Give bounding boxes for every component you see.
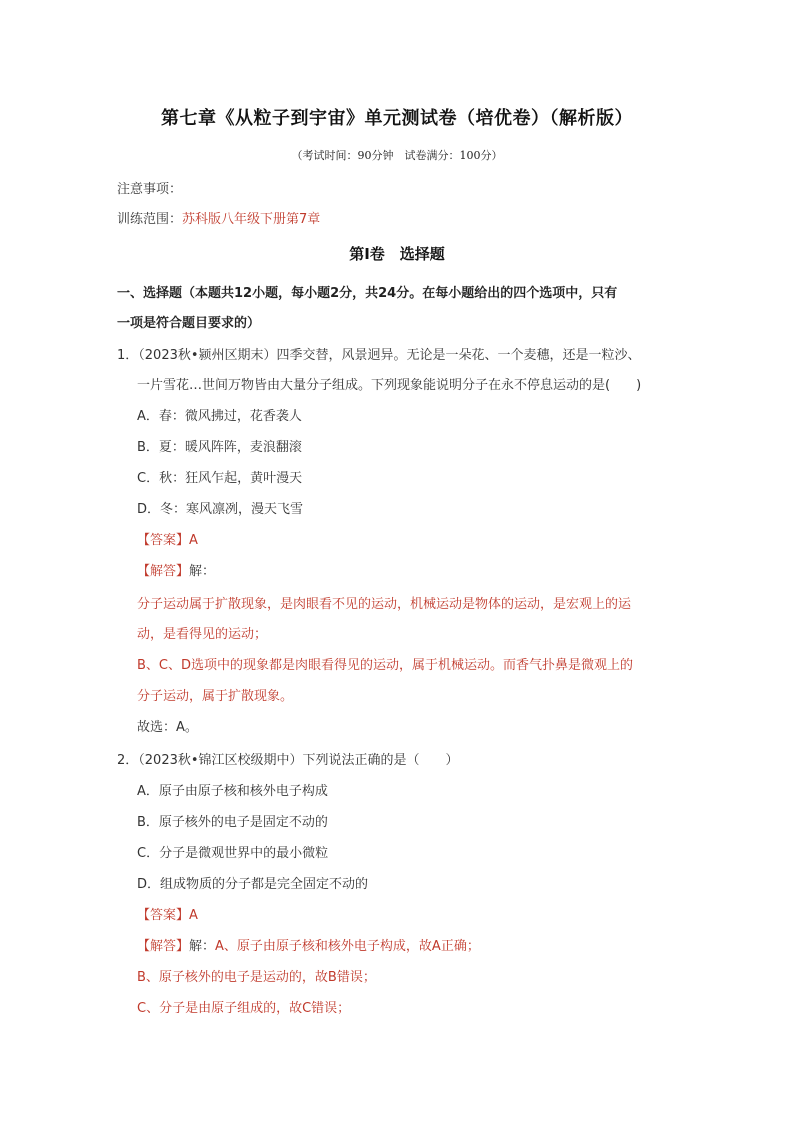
analysis-tag: 【解答】 [137, 939, 190, 954]
q2-option-b: B．原子核外的电子是固定不动的 [137, 815, 328, 830]
exam-info: （考试时间：90分钟 试卷满分：100分） [291, 149, 503, 162]
training-range [117, 208, 320, 227]
range-label: 训练范围： [117, 212, 183, 227]
q2-answer [137, 904, 198, 923]
q1-explanation-line-2: 动，是看得见的运动； [137, 627, 268, 642]
q1-explanation-line-3: B、C、D选项中的现象都是肉眼看得见的运动，属于机械运动。而香气扑鼻是微观上的 [137, 658, 634, 673]
q2-option-a: A．原子由原子核和核外电子构成 [137, 784, 328, 799]
answer-tag: 【答案】 [137, 533, 190, 548]
range-value: 苏科版八年级下册第7章 [182, 212, 321, 227]
instructions-line-2: 一项是符合题目要求的） [117, 316, 261, 331]
q1-option-c: C．秋：狂风乍起，黄叶漫天 [137, 471, 303, 486]
q1-answer [137, 529, 198, 548]
section-heading: 第Ⅰ卷 选择题 [349, 245, 445, 263]
notice-label: 注意事项： [117, 182, 183, 197]
q2-option-c: C．分子是微观世界中的最小微粒 [137, 846, 329, 861]
answer-value: A [189, 908, 198, 923]
q1-conclusion: 故选：A。 [137, 720, 198, 735]
q1-option-a: A．春：微风拂过，花香袭人 [137, 409, 302, 424]
analysis-start: 解： [189, 939, 216, 954]
answer-tag: 【答案】 [137, 908, 190, 923]
q1-option-d: D．冬：寒风凛冽，漫天飞雪 [137, 502, 304, 517]
q1-analysis-heading [137, 560, 215, 579]
document-title: 第七章《从粒子到宇宙》单元测试卷（培优卷）（解析版） [161, 108, 633, 129]
analysis-a: A、原子由原子核和核外电子构成，故A正确； [215, 939, 480, 954]
q2-explanation-b: B、原子核外的电子是运动的，故B错误； [137, 970, 376, 985]
q1-stem-line-1: 1．（2023秋•颍州区期末）四季交替，风景迥异。无论是一朵花、一个麦穗，还是一粒沙、 [117, 348, 641, 363]
answer-value: A [189, 533, 198, 548]
q1-option-b: B．夏：暖风阵阵，麦浪翻滚 [137, 440, 302, 455]
analysis-tag: 【解答】 [137, 564, 190, 579]
q2-analysis-line-a [137, 935, 480, 954]
analysis-start: 解： [189, 564, 216, 579]
q2-option-d: D．组成物质的分子都是完全固定不动的 [137, 877, 369, 892]
q1-explanation-line-4: 分子运动，属于扩散现象。 [137, 689, 294, 704]
q2-stem: 2．（2023秋•锦江区校级期中）下列说法正确的是（ ） [117, 753, 459, 768]
q1-stem-line-2: 一片雪花…世间万物皆由大量分子组成。下列现象能说明分子在永不停息运动的是( ) [137, 378, 642, 393]
q1-explanation-line-1: 分子运动属于扩散现象，是肉眼看不见的运动，机械运动是物体的运动，是宏观上的运 [137, 597, 632, 612]
q2-explanation-c: C、分子是由原子组成的，故C错误； [137, 1001, 351, 1016]
instructions-line-1: 一、选择题（本题共12小题，每小题2分，共24分。在每小题给出的四个选项中，只有 [117, 286, 618, 301]
